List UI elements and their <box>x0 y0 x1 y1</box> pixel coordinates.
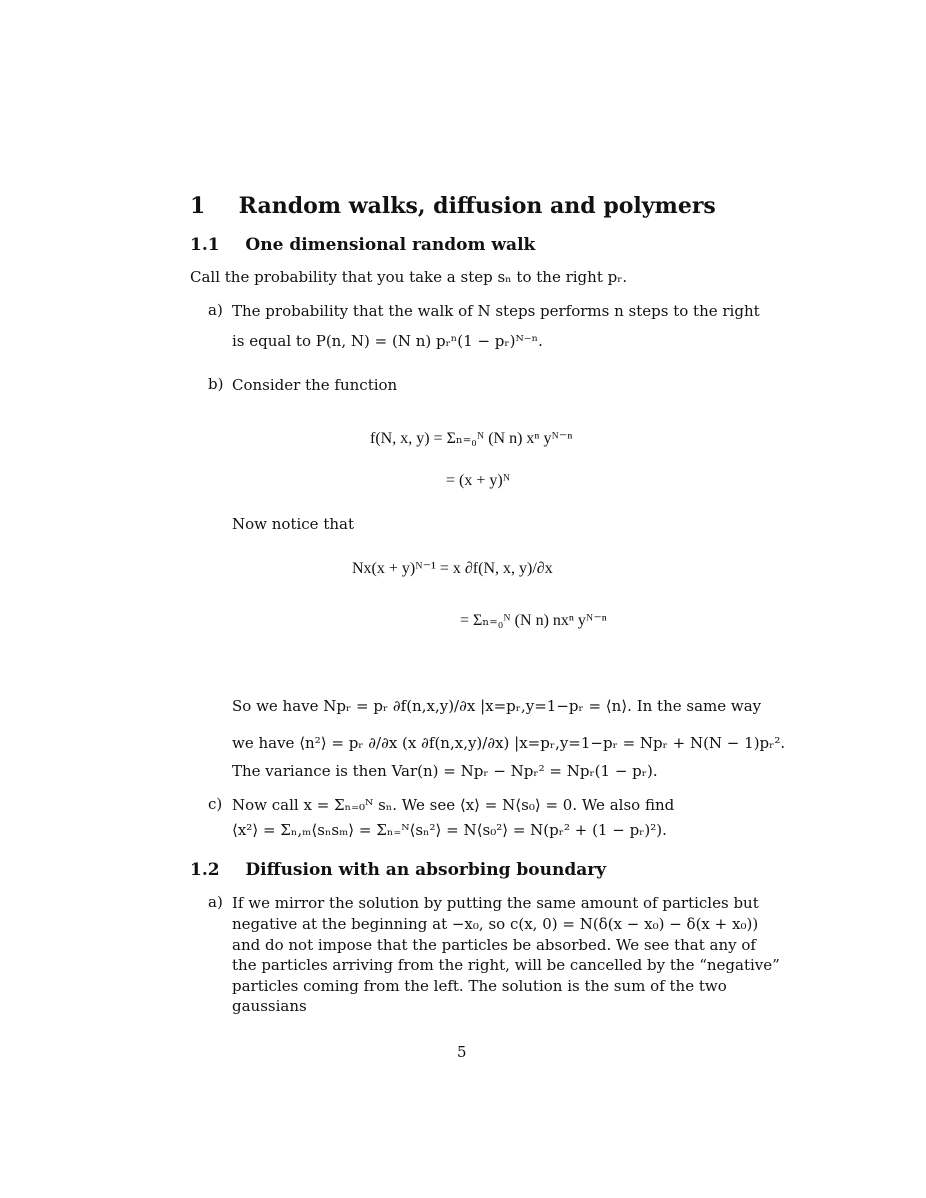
subsection-number: 1.2 <box>190 860 220 880</box>
intro-sentence: Call the probability that you take a step sₙ to the right pᵣ. <box>190 268 628 286</box>
item-1-2-a-line-4: the particles arriving from the right, will be cancelled by the “negative” <box>232 956 780 974</box>
section-title: Random walks, diffusion and polymers <box>238 193 716 219</box>
item-1-2-a-line-2: negative at the beginning at −x₀, so c(x, 0) = N(δ(x − x₀) − δ(x + x₀)) <box>232 915 759 933</box>
page-number: 5 <box>457 1043 467 1061</box>
mean-line: So we have Npᵣ = pᵣ ∂f(n,x,y)/∂x |x=pᵣ,y=1−pᵣ = ⟨n⟩. In the same way <box>232 697 762 715</box>
item-a-line-2: is equal to P(n, N) = (N n) pᵣⁿ(1 − pᵣ)ᴺ⁻ⁿ. <box>232 332 543 350</box>
subsection-heading-1-1 <box>190 235 535 255</box>
subsection-number: 1.1 <box>190 235 220 255</box>
subsection-title: One dimensional random walk <box>245 235 536 255</box>
item-c-label: c) <box>208 795 223 813</box>
item-a-line-1: The probability that the walk of N steps performs n steps to the right <box>232 302 760 320</box>
item-1-2-a-line-6: gaussians <box>232 997 307 1015</box>
subsection-heading-1-2 <box>190 860 606 880</box>
item-1-2-a-label: a) <box>208 893 223 911</box>
item-c-line-2: ⟨x²⟩ = Σₙ,ₘ⟨sₙsₘ⟩ = Σₙ₌ᴺ⟨sₙ²⟩ = N⟨s₀²⟩ = N(pᵣ² + (1 − pᵣ)²). <box>232 821 667 839</box>
section-heading <box>190 193 716 219</box>
equation-f-line-1: f(N, x, y) = Σₙ₌₀ᴺ (N n) xⁿ yᴺ⁻ⁿ <box>370 430 573 447</box>
equation-f-line-2: = (x + y)ᴺ <box>446 472 511 489</box>
equation-derivative-line-2: = Σₙ₌₀ᴺ (N n) nxⁿ yᴺ⁻ⁿ <box>460 612 607 629</box>
item-c-line-1: Now call x = Σₙ₌₀ᴺ sₙ. We see ⟨x⟩ = N⟨s₀⟩ = 0. We also find <box>232 796 675 814</box>
item-a-label: a) <box>208 301 223 319</box>
subsection-title: Diffusion with an absorbing boundary <box>245 860 607 880</box>
item-b-line-1: Consider the function <box>232 376 398 394</box>
item-1-2-a-line-3: and do not impose that the particles be absorbed. We see that any of <box>232 936 756 954</box>
section-number: 1 <box>190 193 206 219</box>
second-moment-line: we have ⟨n²⟩ = pᵣ ∂/∂x (x ∂f(n,x,y)/∂x) |x=pᵣ,y=1−pᵣ = Npᵣ + N(N − 1)pᵣ². <box>232 734 786 752</box>
equation-derivative-line-1: Nx(x + y)ᴺ⁻¹ = x ∂f(N, x, y)/∂x <box>352 560 553 577</box>
item-1-2-a-line-1: If we mirror the solution by putting the same amount of particles but <box>232 894 759 912</box>
item-1-2-a-line-5: particles coming from the left. The solution is the sum of the two <box>232 977 727 995</box>
variance-line: The variance is then Var(n) = Npᵣ − Npᵣ² = Npᵣ(1 − pᵣ). <box>232 762 658 780</box>
item-b-label: b) <box>208 375 224 393</box>
notice-text: Now notice that <box>232 515 354 533</box>
